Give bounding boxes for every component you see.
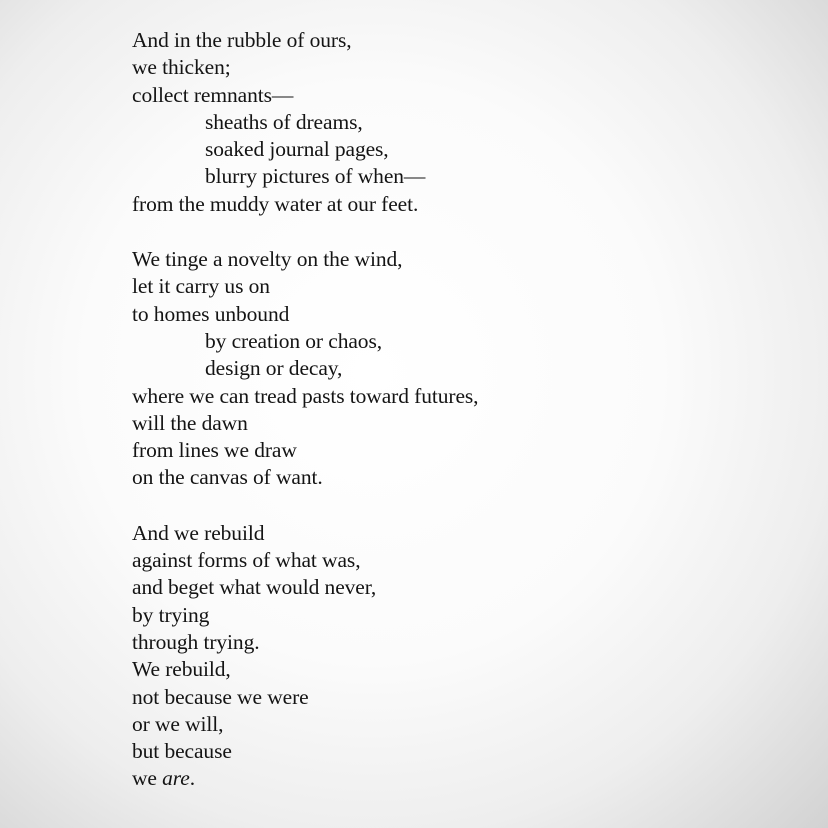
poem-emphasis-word: are — [162, 766, 190, 791]
poem-line: collect remnants— — [132, 82, 294, 107]
poem-final-line — [132, 765, 478, 792]
poem-line: from the muddy water at our feet. — [132, 191, 419, 216]
poem-line: we thicken; — [132, 55, 231, 80]
poem-line: or we will, — [132, 711, 224, 736]
stanza-2 — [132, 246, 478, 492]
poem-line: against forms of what was, — [132, 548, 361, 573]
stanza-1 — [132, 27, 478, 218]
poem-line: to homes unbound — [132, 301, 290, 326]
poem-line-indented: by creation or chaos, — [205, 328, 382, 353]
stanza-3 — [132, 520, 478, 793]
poem-line-indented: blurry pictures of when— — [205, 164, 426, 189]
poem — [132, 27, 478, 793]
poem-line: let it carry us on — [132, 274, 270, 299]
poem-line: on the canvas of want. — [132, 465, 323, 490]
poem-line: but because — [132, 739, 232, 764]
poem-line: by trying — [132, 602, 210, 627]
poem-line: through trying. — [132, 629, 260, 654]
poem-line: We rebuild, — [132, 657, 231, 682]
poem-line: And we rebuild — [132, 520, 265, 545]
poem-line-indented: design or decay, — [205, 356, 343, 381]
poem-line-indented: soaked journal pages, — [205, 137, 389, 162]
poem-final-punctuation: . — [189, 766, 195, 791]
poem-line: where we can tread pasts toward futures, — [132, 383, 479, 408]
poem-line: will the dawn — [132, 410, 248, 435]
poem-line-indented: sheaths of dreams, — [205, 109, 363, 134]
poem-final-line-start: we — [132, 766, 163, 791]
poem-line: not because we were — [132, 684, 309, 709]
poem-line: And in the rubble of ours, — [132, 28, 352, 52]
poem-line: We tinge a novelty on the wind, — [132, 247, 403, 272]
poem-line: from lines we draw — [132, 438, 297, 463]
poem-line: and beget what would never, — [132, 575, 377, 600]
